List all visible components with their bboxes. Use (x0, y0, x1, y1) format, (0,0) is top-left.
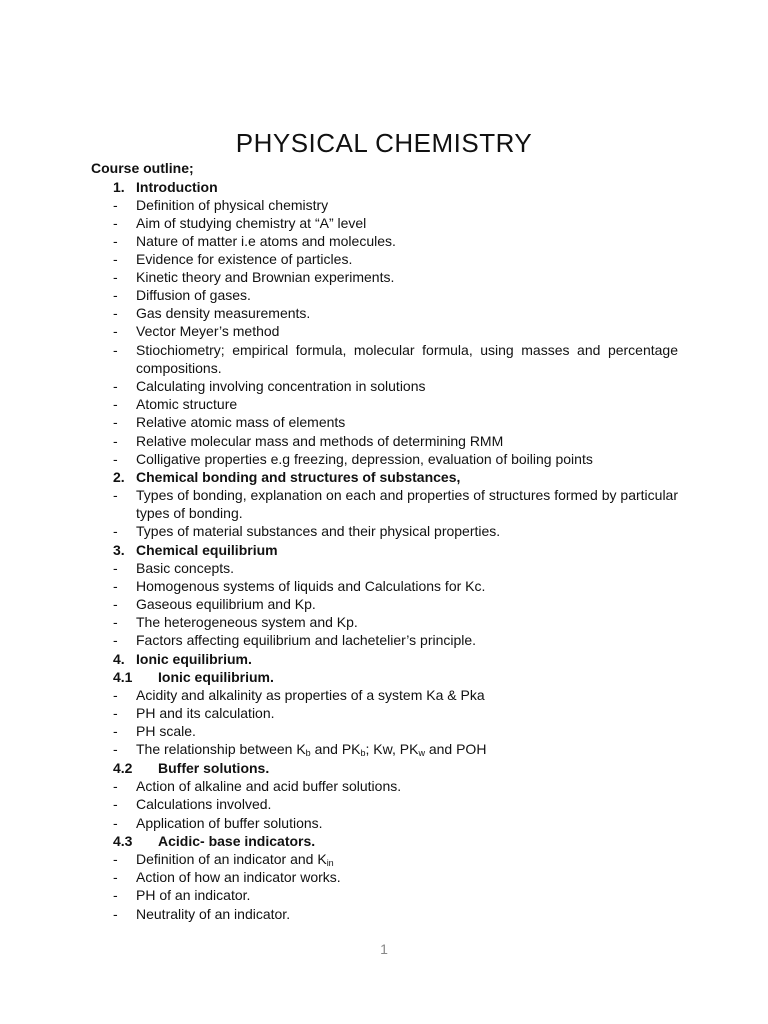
list-item-text: PH of an indicator. (136, 887, 251, 903)
list-item-text: Stiochiometry; empirical formula, molecular formula, using masses and percentage compositions. (136, 342, 678, 376)
bullet-dash: - (113, 251, 118, 267)
bullet-dash: - (113, 815, 118, 831)
bullet-dash: - (113, 269, 118, 285)
bullet-dash: - (113, 305, 118, 321)
subscript: in (326, 858, 334, 868)
bullet-dash: - (113, 323, 118, 339)
list-item-text: Basic concepts. (136, 560, 235, 576)
section-number: 4. (113, 651, 125, 667)
subsection-number: 4.2 (113, 760, 133, 776)
list-item-text: Aim of studying chemistry at “A” level (136, 215, 367, 231)
bullet-dash: - (113, 487, 118, 503)
list-item-text: Kinetic theory and Brownian experiments. (136, 269, 395, 285)
list-item-text: Types of material substances and their physical properties. (136, 523, 501, 539)
list-item-text: Vector Meyer’s method (136, 323, 280, 339)
list-item-text: Relative molecular mass and methods of determining RMM (136, 433, 504, 449)
bullet-dash: - (113, 433, 118, 449)
text-run: and PK (310, 741, 361, 757)
subsection-number: 4.1 (113, 669, 133, 685)
bullet-dash: - (113, 578, 118, 594)
bullet-dash: - (113, 596, 118, 612)
bullet-dash: - (113, 741, 118, 757)
list-item-text: Atomic structure (136, 396, 238, 412)
text-run: ; Kw, PK (365, 741, 419, 757)
bullet-dash: - (113, 687, 118, 703)
list-item-text: Gas density measurements. (136, 305, 311, 321)
section-title: Chemical equilibrium (136, 542, 278, 558)
list-item-text: Calculating involving concentration in solutions (136, 378, 426, 394)
bullet-dash: - (113, 523, 118, 539)
bullet-dash: - (113, 215, 118, 231)
list-item-text: Nature of matter i.e atoms and molecules. (136, 233, 396, 249)
bullet-dash: - (113, 414, 118, 430)
bullet-dash: - (113, 197, 118, 213)
bullet-dash: - (113, 632, 118, 648)
list-item-text: Acidity and alkalinity as properties of a system Ka & Pka (136, 687, 485, 703)
bullet-dash: - (113, 869, 118, 885)
bullet-dash: - (113, 705, 118, 721)
subsection-number: 4.3 (113, 833, 133, 849)
list-item-text: PH and its calculation. (136, 705, 275, 721)
list-item-text: Relative atomic mass of elements (136, 414, 346, 430)
section-number: 3. (113, 542, 125, 558)
subscript: b (360, 748, 366, 758)
bullet-dash: - (113, 378, 118, 394)
list-item-text: Diffusion of gases. (136, 287, 251, 303)
bullet-dash: - (113, 887, 118, 903)
list-item-text: Types of bonding, explanation on each and properties of structures formed by particular types of bonding. (136, 487, 678, 521)
section-title: Ionic equilibrium. (136, 651, 252, 667)
list-item-text: Factors affecting equilibrium and lachetelier’s principle. (136, 632, 477, 648)
subscript: b (305, 748, 311, 758)
bullet-dash: - (113, 851, 118, 867)
list-item-text: Homogenous systems of liquids and Calculations for Kc. (136, 578, 486, 594)
subsection-title: Buffer solutions. (158, 760, 270, 776)
text-run: The relationship between K (136, 741, 306, 757)
list-item-text: Evidence for existence of particles. (136, 251, 353, 267)
bullet-dash: - (113, 906, 118, 922)
section-title: Introduction (136, 179, 218, 195)
page-number: 1 (380, 941, 388, 957)
subscript: w (418, 748, 425, 758)
list-item-text: Gaseous equilibrium and Kp. (136, 596, 316, 612)
bullet-dash: - (113, 396, 118, 412)
text-run: Definition of an indicator and K (136, 851, 327, 867)
bullet-dash: - (113, 233, 118, 249)
section-number: 1. (113, 179, 125, 195)
document-title: PHYSICAL CHEMISTRY (235, 128, 533, 158)
course-outline-heading: Course outline; (91, 160, 194, 176)
list-item-text: Application of buffer solutions. (136, 815, 323, 831)
list-item-text: Colligative properties e.g freezing, depression, evaluation of boiling points (136, 451, 593, 467)
subsection-title: Ionic equilibrium. (158, 669, 274, 685)
text-run: and POH (424, 741, 487, 757)
section-number: 2. (113, 469, 125, 485)
bullet-dash: - (113, 796, 118, 812)
list-item-text: Neutrality of an indicator. (136, 906, 291, 922)
bullet-dash: - (113, 560, 118, 576)
subsection-title: Acidic- base indicators. (158, 833, 316, 849)
list-item-text: The heterogeneous system and Kp. (136, 614, 358, 630)
list-item-text: Definition of physical chemistry (136, 197, 329, 213)
bullet-dash: - (113, 287, 118, 303)
bullet-dash: - (113, 342, 118, 358)
section-title: Chemical bonding and structures of substances, (136, 469, 461, 485)
bullet-dash: - (113, 723, 118, 739)
list-item-text: Calculations involved. (136, 796, 272, 812)
bullet-dash: - (113, 451, 118, 467)
list-item-text: Action of how an indicator works. (136, 869, 341, 885)
list-item-text: Action of alkaline and acid buffer solutions. (136, 778, 402, 794)
list-item-text: PH scale. (136, 723, 196, 739)
bullet-dash: - (113, 778, 118, 794)
bullet-dash: - (113, 614, 118, 630)
